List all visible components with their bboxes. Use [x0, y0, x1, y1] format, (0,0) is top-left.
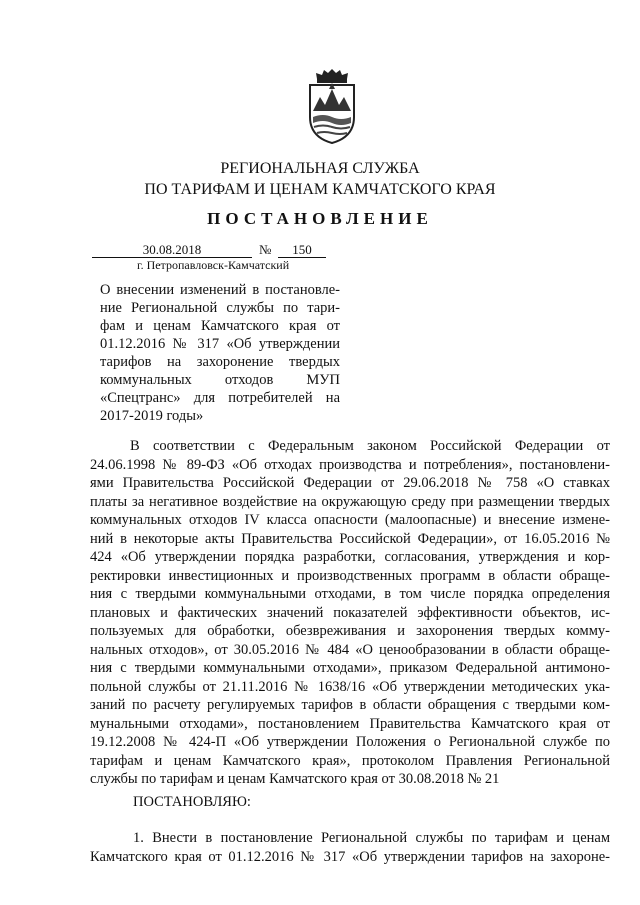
city-name: г. Петропавловск-Камчатский [137, 258, 290, 272]
preamble-line: 19.12.2008 № 424-П «Об утверждении Положения о Региональной службе по [90, 734, 610, 750]
clause-line: Камчатского края от 01.12.2016 № 317 «Об утверждении тарифов на захороне- [90, 848, 610, 865]
document-subject [100, 281, 340, 425]
subject-line: 2017-2019 годы» [100, 408, 204, 424]
preamble-line: коммунальных отходов IV класса опасности (малоопасные) и внесение измене- [90, 512, 610, 528]
preamble-line: 24.06.1998 № 89-ФЗ «Об отходах производства и потребления», постановлени- [90, 456, 610, 473]
date-number-line [0, 240, 640, 264]
coat-of-arms-icon [306, 67, 358, 145]
preamble-line: нальных отходов», от 30.05.2016 № 484 «О ценообразовании в области обраще- [90, 641, 610, 658]
subject-line: «Спецтранс» для потребителей на [100, 390, 340, 406]
preamble-paragraph [90, 437, 610, 789]
preamble-line: ями Правительства Российской Федерации от 29.06.2018 № 758 «О ставках [90, 475, 610, 491]
subject-line: коммунальных отходов МУП [100, 372, 340, 388]
preamble-line: тарифам и ценам Камчатского края», протоколом Правления Региональной [90, 752, 610, 769]
number-sign: № [259, 242, 272, 257]
subject-line: О внесении изменений в постановле- [100, 282, 340, 298]
preamble-line: 424 «Об утверждении порядка разработки, согласования, утверждения и кор- [90, 549, 610, 565]
resolve-heading: ПОСТАНОВЛЯЮ: [133, 794, 251, 810]
document-date: 30.08.2018 [92, 242, 252, 258]
subject-line: тарифов на захоронение твердых [100, 354, 340, 370]
preamble-line: пользуемых для обработки, обезвреживания и захоронения твердых комму- [90, 623, 610, 639]
organization-name-line-2: ПО ТАРИФАМ И ЦЕНАМ КАМЧАТСКОГО КРАЯ [144, 181, 496, 198]
clause-1-paragraph [90, 829, 610, 866]
preamble-line: ния с твердыми коммунальными отходами», приказом Федеральной антимоно- [90, 660, 610, 676]
preamble-line: заний по расчету регулируемых тарифов в области обращения с твердыми ком- [90, 697, 610, 713]
preamble-line: польной службы от 21.11.2016 № 1638/16 «Об утверждении методических ука- [90, 678, 610, 695]
subject-line: фам и ценам Камчатского края от [100, 318, 340, 334]
document-type-heading: ПОСТАНОВЛЕНИЕ [207, 209, 433, 228]
preamble-line: платы за негативное воздействие на окружающую среду при размещении твердых [90, 493, 610, 510]
preamble-line: ний в некоторые акты Правительства Российской Федерации», от 16.05.2016 № [90, 530, 610, 547]
preamble-line: службы по тарифам и ценам Камчатского края от 30.08.2018 № 21 [90, 771, 500, 787]
preamble-line: мунальными отходами», постановлением Правительства Камчатского края от [90, 715, 610, 732]
document-number: 150 [278, 242, 326, 258]
preamble-line: В соответствии с Федеральным законом Российской Федерации от [130, 438, 610, 454]
subject-line: 01.12.2016 № 317 «Об утверждении [100, 336, 340, 352]
organization-name-line-1: РЕГИОНАЛЬНАЯ СЛУЖБА [220, 160, 420, 177]
preamble-line: плановых и фактических значений показателей эффективности объектов, ис- [90, 604, 610, 621]
preamble-line: ния с твердыми коммунальными отходами, в том числе порядка определения [90, 586, 610, 602]
subject-line: ние Региональной службы по тари- [100, 300, 340, 316]
clause-line: 1. Внести в постановление Региональной службы по тарифам и ценам [133, 830, 610, 846]
preamble-line: ректировки инвестиционных и производственных программ в области обраще- [90, 567, 610, 584]
